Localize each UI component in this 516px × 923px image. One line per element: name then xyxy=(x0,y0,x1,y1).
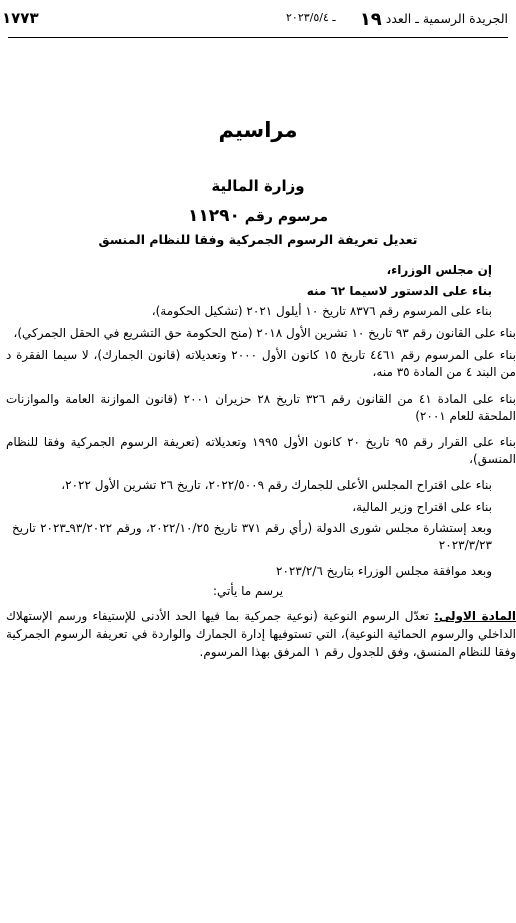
article-1-text: تعدّل الرسوم النوعية (نوعية جمركية بما فيها الحد الأدنى للإستيفاء ورسم الإستهلاك الداخلي والرسوم الحمائية النوعية)، التي تستوفيها إدارة الجمارك والواردة في تعريفة الرسوم الجمركية وفقا للنظام المنسق، وفق للجدول رقم ١ المرفق بهذا المرسوم. xyxy=(6,609,516,659)
decree-subject: تعديل تعريفة الرسوم الجمركية وفقا للنظام المنسق xyxy=(98,232,418,247)
ministry-title: وزارة المالية xyxy=(211,177,305,195)
preamble-constitution: بناء على الدستور لاسيما ٦٢ منه xyxy=(306,284,492,298)
issue-number: ١٩ xyxy=(359,9,382,30)
issue-date: ـ ٢٠٢٣/٥/٤ xyxy=(286,11,336,24)
preamble-clause: بناء على المرسوم رقم ٤٤٦١ تاريخ ١٥ كانون الأول ٢٠٠٠ وتعديلاته (قانون الجمارك)، لا سيما الفقرة د من البند ٤ من المادة ٣٥ منه، xyxy=(6,348,516,379)
article-1-label: المادة الاولى: xyxy=(434,609,516,623)
decree-label: مرسوم رقم xyxy=(244,209,329,225)
preamble-clause: بناء على اقتراح وزير المالية، xyxy=(352,500,492,514)
preamble-clause: وبعد موافقة مجلس الوزراء بتاريخ ٢٠٢٣/٢/٦ xyxy=(276,564,492,578)
preamble-clause: بناء على القانون رقم ٩٣ تاريخ ١٠ تشرين الأول ٢٠١٨ (منح الحكومة حق التشريع في الحقل الجمركي)، xyxy=(13,326,516,340)
decree-number-line xyxy=(0,206,516,228)
journal-name: الجريدة الرسمية ـ العدد xyxy=(385,11,508,26)
decrees-line: يرسم ما يأتي: xyxy=(212,584,284,598)
page-number: ١٧٧٣ xyxy=(2,9,39,27)
header-divider xyxy=(8,37,508,38)
decree-number: ١١٢٩٠ xyxy=(187,206,240,226)
preamble-clause: بناء على اقتراح المجلس الأعلى للجمارك رقم ٢٠٢٢/٥٠٠٩، تاريخ ٢٦ تشرين الأول ٢٠٢٢، xyxy=(61,478,492,492)
preamble-clause: وبعد إستشارة مجلس شورى الدولة (رأي رقم ٣٧١ تاريخ ٢٠٢٢/١٠/٢٥، ورقم ٩٣/٢٠٢٢ـ٢٠٢٣ تاريخ ٢٠٢٣/٣/٢٣ xyxy=(12,521,492,552)
journal-header xyxy=(248,9,508,31)
preamble-clause: بناء على القرار رقم ٩٥ تاريخ ٢٠ كانون الأول ١٩٩٥ وتعديلاته (تعريفة الرسوم الجمركية وفقا للنظام المنسق)، xyxy=(6,435,516,466)
section-title: مراسيم xyxy=(218,118,298,142)
preamble-clause: بناء على المرسوم رقم ٨٣٧٦ تاريخ ١٠ أيلول ٢٠٢١ (تشكيل الحكومة)، xyxy=(151,304,492,318)
preamble-clause: بناء على المادة ٤١ من القانون رقم ٣٢٦ تاريخ ٢٨ حزيران ٢٠٠١ (قانون الموازنة العامة والموازنات الملحقة للعام ٢٠٠١) xyxy=(6,392,516,423)
preamble-opening: إن مجلس الوزراء، xyxy=(386,263,492,277)
article-1 xyxy=(6,607,516,663)
